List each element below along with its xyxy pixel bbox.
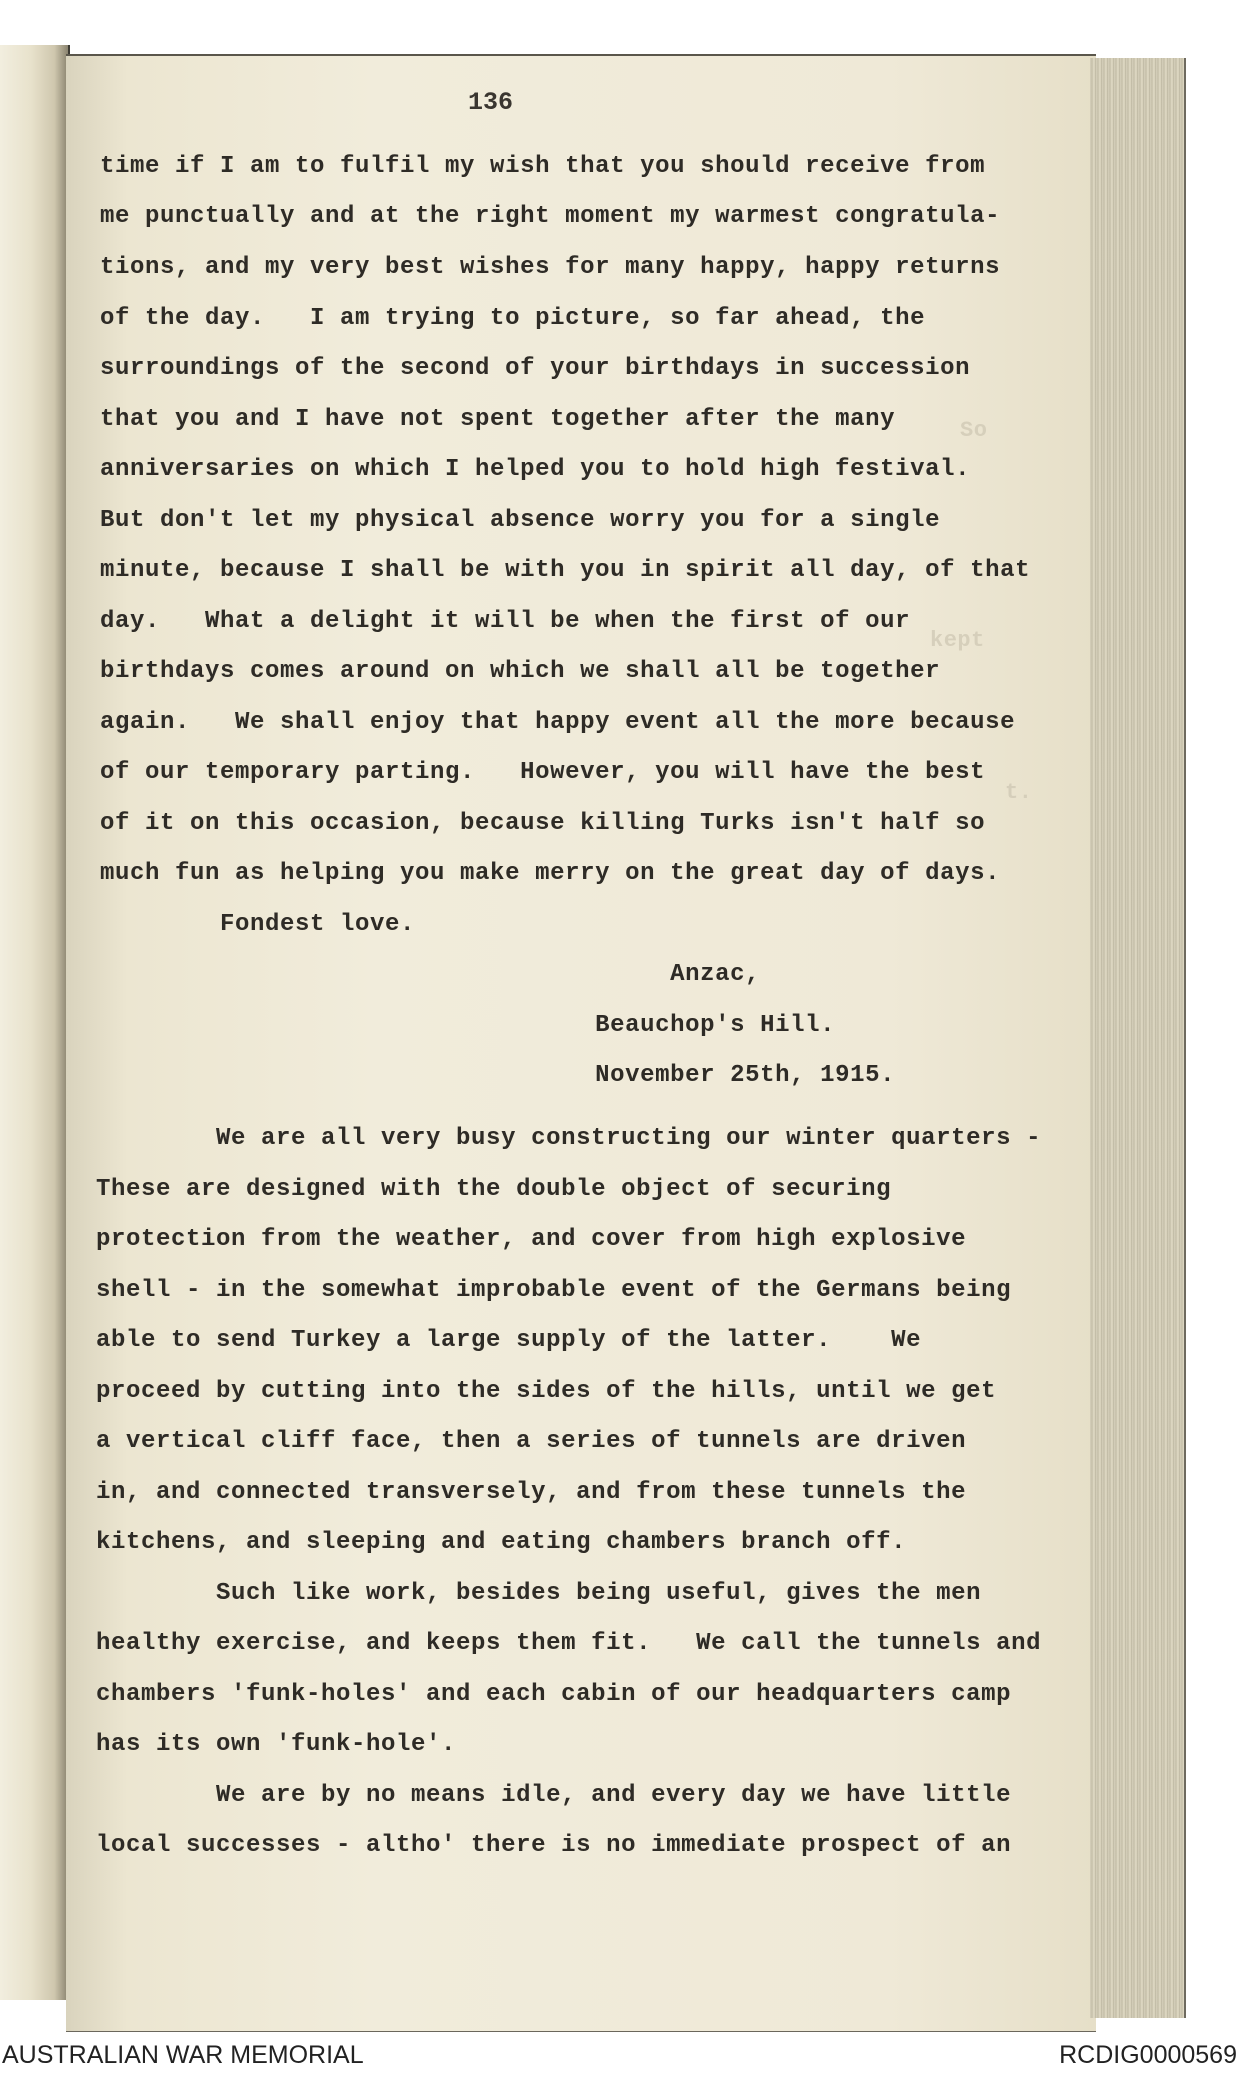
text-line: But don't let my physical absence worry you for a single	[100, 507, 941, 534]
text-line: me punctually and at the right moment my warmest congratula-	[100, 203, 1001, 230]
text-line: tions, and my very best wishes for many happy, happy returns	[100, 254, 1001, 281]
text-line: We are all very busy constructing our winter quarters -	[96, 1125, 1042, 1152]
bleed-through-mark: kept	[930, 628, 985, 653]
text-line: has its own 'funk-hole'.	[96, 1731, 457, 1758]
text-line: healthy exercise, and keeps them fit. We call the tunnels and	[96, 1630, 1042, 1657]
dateline-location: Beauchop's Hill.	[100, 1012, 836, 1039]
text-line: again. We shall enjoy that happy event all the more because	[100, 709, 1016, 736]
text-line: kitchens, and sleeping and eating chambers branch off.	[96, 1529, 907, 1556]
text-line: anniversaries on which I helped you to hold high festival.	[100, 456, 971, 483]
text-line: surroundings of the second of your birthdays in succession	[100, 355, 971, 382]
dateline-date: November 25th, 1915.	[100, 1062, 896, 1089]
dateline-place: Anzac,	[100, 961, 761, 988]
text-line: day. What a delight it will be when the first of our	[100, 608, 911, 635]
text-line: a vertical cliff face, then a series of tunnels are driven	[96, 1428, 967, 1455]
text-line: that you and I have not spent together after the many	[100, 406, 896, 433]
text-line: chambers 'funk-holes' and each cabin of our headquarters camp	[96, 1681, 1012, 1708]
page-edges	[1090, 58, 1186, 2018]
archive-credit: AUSTRALIAN WAR MEMORIAL	[2, 2041, 364, 2069]
text-line: much fun as helping you make merry on the great day of days.	[100, 860, 1001, 887]
page-number: 136	[468, 88, 514, 117]
text-line: proceed by cutting into the sides of the hills, until we get	[96, 1378, 997, 1405]
archive-reference-id: RCDIG0000569	[1059, 2041, 1237, 2069]
book-binding-left-page	[0, 45, 70, 2000]
text-line: protection from the weather, and cover from high explosive	[96, 1226, 967, 1253]
text-line: of our temporary parting. However, you will have the best	[100, 759, 986, 786]
closing-salutation: Fondest love.	[100, 911, 416, 938]
bleed-through-mark: So	[960, 418, 988, 443]
text-line: birthdays comes around on which we shall all be together	[100, 658, 941, 685]
text-line: able to send Turkey a large supply of the latter. We	[96, 1327, 922, 1354]
bleed-through-mark: t.	[1005, 780, 1033, 805]
text-line: local successes - altho' there is no immediate prospect of an	[96, 1832, 1012, 1859]
text-line: minute, because I shall be with you in spirit all day, of that	[100, 557, 1031, 584]
text-line: These are designed with the double object of securing	[96, 1176, 892, 1203]
text-line: of it on this occasion, because killing Turks isn't half so	[100, 810, 986, 837]
text-line: shell - in the somewhat improbable event of the Germans being	[96, 1277, 1012, 1304]
text-line: in, and connected transversely, and from these tunnels the	[96, 1479, 967, 1506]
text-line: Such like work, besides being useful, gives the men	[96, 1580, 982, 1607]
text-line: of the day. I am trying to picture, so far ahead, the	[100, 305, 926, 332]
text-line: time if I am to fulfil my wish that you should receive from	[100, 153, 986, 180]
text-line: We are by no means idle, and every day we have little	[96, 1782, 1012, 1809]
